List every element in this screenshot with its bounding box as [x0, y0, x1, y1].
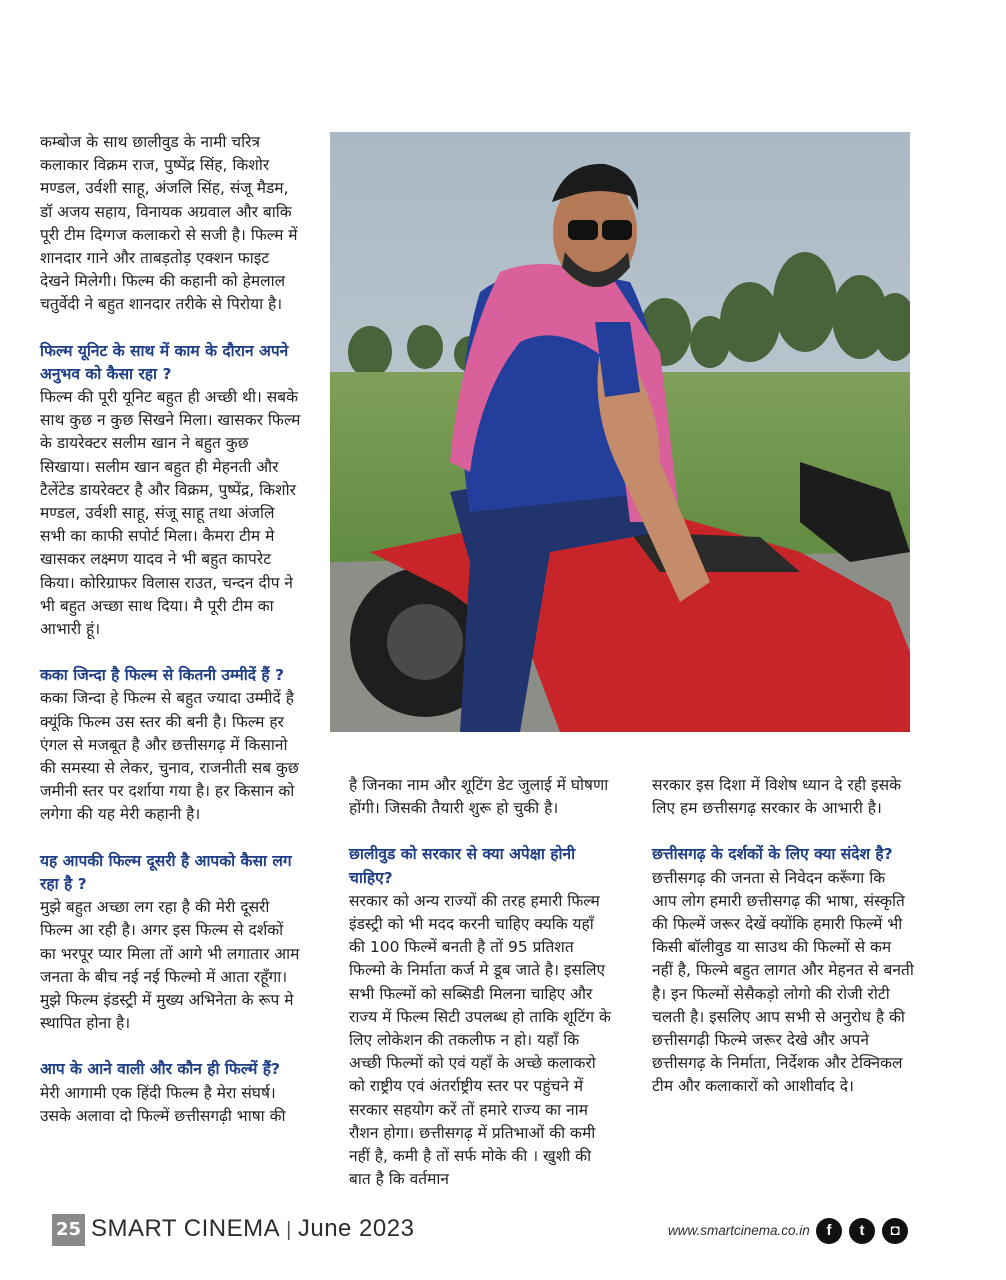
- page-footer: [0, 1212, 1006, 1252]
- answer-paragraph: मेरी आगामी एक हिंदी फिल्म है मेरा संघर्ष। उसके अलावा दो फिल्में छत्तीसगढ़ी भाषा की: [40, 1083, 286, 1125]
- answer-paragraph: सरकार को अन्य राज्यों की तरह हमारी फिल्म इंडस्ट्री को भी मदद करनी चाहिए क्यकि यहाँ की 100 फिल्में बनती है तों 95 प्रतिशत फिल्मो के निर्माता कर्ज मे डूब जाते है। इसलिए सभी फिल्मों को सब्सिडी मिलना चाहिए और राज्य में फिल्म सिटी उपलब्ध हो ताकि शूटिंग के लिए लोकेशन की तकलीफ न हो। यहाँ कि अच्छी फिल्मों को एवं यहाँ के अच्छे कलाकरो को राष्ट्रीय एवं अंतर्राष्ट्रीय स्तर पर पहुंचने में सरकार सहयोग करें तों हमारे राज्य का नाम रौशन होगा। छत्तीसगढ़ में प्रतिभाओं की कमी नहीं है, कमी है तों सर्फ मोके की । खुशी की बात है कि वर्तमान: [349, 891, 611, 1189]
- continued-paragraph: है जिनका नाम और शूटिंग डेट जुलाई में घोषणा होंगी। जिसकी तैयारी शुरू हो चुकी है।: [349, 776, 609, 818]
- answer-paragraph: फिल्म की पूरी यूनिट बहुत ही अच्छी थी। सबके साथ कुछ न कुछ सिखने मिला। खासकर फिल्म के डायरेक्टर सलीम खान ने बहुत कुछ सिखाया। सलीम खान बहुत ही मेहनती और टैलेंटेड डायरेक्टर है और विक्रम, पुष्पेंद्र, किशोर मण्डल, उर्वशी साहू, संजू साहू तथा अंजलि सभी का काफी सपोर्ट मिला। कैमरा टीम मे खासकर लक्ष्मण यादव ने भी बहुत कापरेट किया। कोरिग्राफर विलास राउत, चन्दन दीप ने भी बहुत अच्छा साथ दिया। मै पूरी टीम का आभारी हूं।: [40, 388, 301, 639]
- magazine-name: SMART CINEMA: [91, 1215, 281, 1242]
- question-heading: फिल्म यूनिट के साथ में काम के दौरान अपने अनुभव को कैसा रहा ?: [40, 341, 289, 383]
- sunglasses: [568, 220, 598, 240]
- question-heading: छालीवुड को सरकार से क्या अपेक्षा होनी चाहिए?: [349, 845, 576, 887]
- question-heading: यह आपकी फिल्म दूसरी है आपको कैसा लग रहा है ?: [40, 851, 292, 893]
- article-column-3: [652, 774, 914, 1099]
- answer-paragraph: छत्तीसगढ़ की जनता से निवेदन करूँगा कि आप लोग हमारी छत्तीसगढ़ की भाषा, संस्कृति की फिल्में जरूर देखें क्योंकि हमारी फिल्में भी किसी बॉलीवुड या साउथ की फिल्मों से कम नहीं है, फिल्मे बहुत लागत और मेहनत से बनती है। इन फिल्मों सेसैकड़ो लोगो की रोजी रोटी चलती है। इसलिए आप सभी से अनुरोध है की छत्तीसगढ़ी फिल्मे जरूर देखे और अपने छत्तीसगढ़ के निर्माता, निर्देशक और टेक्निकल टीम और कलाकारों को आशीर्वाद दे।: [652, 868, 914, 1096]
- website-link[interactable]: www.smartcinema.co.in: [668, 1223, 810, 1238]
- question-heading: आप के आने वाली और कौन ही फिल्में हैं?: [40, 1060, 281, 1079]
- answer-paragraph: मुझे बहुत अच्छा लग रहा है की मेरी दूसरी फिल्म आ रही है। अगर इस फिल्म से दर्शकों का भरपूर प्यार मिला तों आगे भी लगातार आम जनता के बीच नई नई फिल्मो में आता रहूँगा। मुझे फिल्म इंडस्ट्री में मुख्य अभिनेता के रूप मे स्थापित होना है।: [40, 898, 300, 1033]
- question-heading: कका जिन्दा है फिल्म से कितनी उम्मीदें हैं ?: [40, 666, 285, 685]
- article-column-1: [40, 131, 302, 1128]
- actor-on-motorbike-photo: [330, 132, 910, 732]
- issue-date: June 2023: [297, 1215, 415, 1242]
- article-column-2: [349, 774, 611, 1191]
- intro-paragraph: कम्बोज के साथ छालीवुड के नामी चरित्र कलाकार विक्रम राज, पुष्पेंद्र सिंह, किशोर मण्डल, उर्वशी साहू, अंजलि सिंह, संजू मैडम, डॉ अजय सहाय, विनायक अग्रवाल और बाकि पूरी टीम दिग्गज कलाकरो से सजी है। फिल्म में शानदार गाने और ताबड़तोड़ एक्शन फाइट देखने मिलेगी। फिल्म की कहानी को हेमलाल चतुर्वेदी ने बहुत शानदार तरीके से पिरोया है।: [40, 133, 298, 314]
- continued-paragraph: सरकार इस दिशा में विशेष ध्यान दे रही इसके लिए हम छत्तीसगढ़ सरकार के आभारी है।: [652, 776, 902, 818]
- question-heading: छत्तीसगढ़ के दर्शकों के लिए क्या संदेश है?: [652, 845, 893, 864]
- magazine-branding: [91, 1215, 414, 1243]
- answer-paragraph: कका जिन्दा हे फिल्म से बहुत ज्यादा उम्मीदें है क्यूंकि फिल्म उस स्तर की बनी है। फिल्म हर एंगल से मजबूत है और छत्तीसगढ़ में किसानो की समस्या से लेकर, चुनाव, राजनीती सब कुछ जमीनी स्तर पर दर्शाया गया है। हर किसान को लगेगा की यह मेरी कहानी है।: [40, 689, 299, 824]
- brand-separator: |: [286, 1219, 292, 1241]
- photo-illustration: [330, 132, 910, 732]
- twitter-icon[interactable]: t: [849, 1218, 875, 1244]
- facebook-icon[interactable]: f: [816, 1218, 842, 1244]
- instagram-icon[interactable]: ◘: [882, 1218, 908, 1244]
- page-number-badge: 25: [52, 1214, 85, 1246]
